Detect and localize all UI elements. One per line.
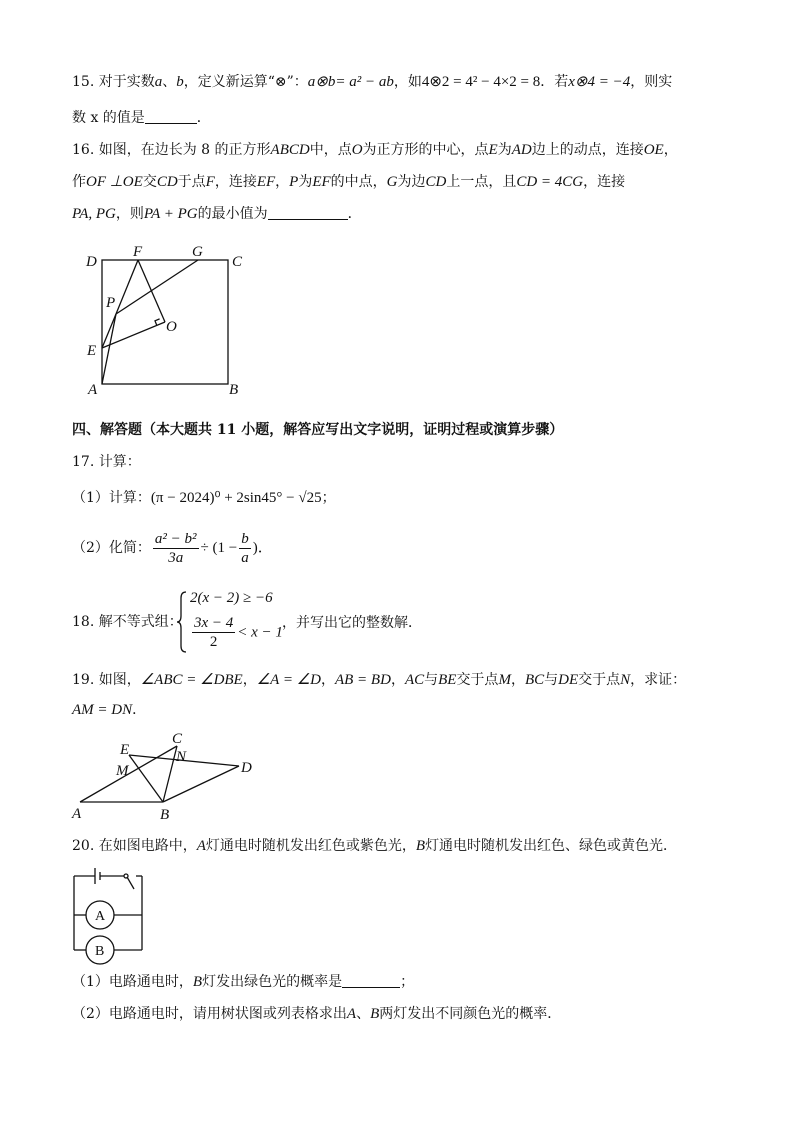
inequality-1: 2(x − 2) ≥ −6 (190, 590, 273, 606)
lamp-a-label: A (95, 909, 106, 924)
label-N: N (176, 749, 187, 765)
label-A: A (72, 806, 82, 822)
label-B: B (229, 382, 239, 398)
label-F: F (133, 244, 143, 260)
segment-be (129, 755, 163, 802)
fraction: $\frac{\text{a² − b²}}{3a}$ (154, 530, 197, 566)
q18-end: ，并写出它的整数解． (282, 615, 422, 631)
q19-line1: 19. 如图，∠ABC = ∠DBE，∠A = ∠D，AB = BD，AC与BE交于点M，BC与DE交于点N，求证： (72, 672, 687, 688)
q16-line2: 作OF ⊥OE交CD于点F，连接EF，P为EF的中点，G为边CD上一点，且CD = 4CG，连接 (72, 174, 626, 190)
segment-bc (163, 746, 177, 802)
label-B: B (160, 807, 170, 822)
system-brace (176, 590, 188, 654)
switch-blade (127, 877, 134, 889)
label-D: D (241, 760, 252, 776)
label-M: M (116, 763, 129, 779)
fraction: $\frac{b}{a}$ (241, 530, 249, 566)
segment-gp (116, 260, 198, 314)
section-title: 四、解答题（本大题共 11 小题，解答应写出文字说明，证明过程或演算步骤） (72, 422, 564, 438)
q18-label: 18. 解不等式组： (72, 614, 183, 630)
q15-line1: 15. 对于实数a、b，定义新运算“⊗”：a⊗b= a² − ab，如4⊗2 = 4² − 4×2 = 8．若x⊗4 = −4，则实 (72, 74, 673, 90)
q20-circuit-figure (64, 864, 154, 968)
label-A: A (88, 382, 98, 398)
label-E: E (120, 742, 130, 758)
q16-square-figure (80, 240, 260, 400)
q19-number: 19. (72, 672, 95, 688)
q20-line1: 20. 在如图电路中，A灯通电时随机发出红色或紫色光，B灯通电时随机发出红色、绿色或黄色光． (72, 838, 678, 854)
answer-blank (145, 109, 197, 124)
q20-part1: （1）电路通电时，B灯发出绿色光的概率是 ； (72, 974, 415, 990)
label-P: P (106, 295, 116, 311)
q16-line3: PA, PG，则PA + PG的最小值为 ． (72, 206, 362, 222)
q20-number: 20. (72, 838, 95, 854)
answer-blank (342, 973, 400, 988)
q17-title: 17. 计算： (72, 454, 141, 470)
label-D: D (86, 254, 97, 270)
answer-blank (268, 205, 348, 220)
label-O: O (166, 319, 177, 335)
label-C: C (172, 731, 183, 747)
segment-bd (163, 766, 239, 802)
segment-pa (102, 314, 116, 384)
q17-part2: （2）化简： $\frac{\text{a² − b²}}{3a}$ ÷ (1 − $\frac{b}{a}$ )． (72, 530, 273, 566)
q19-triangles-figure (66, 730, 266, 822)
label-C: C (232, 254, 243, 270)
q18-number: 18. (72, 614, 95, 630)
segment-fp (116, 260, 138, 314)
q15-line2: 数 x 的值是 ． (72, 110, 211, 126)
fraction: $\frac{3x - 4}{2}$ (194, 615, 234, 650)
q16-number: 16. (72, 142, 95, 158)
q16-line1: 16. 如图，在边长为 8 的正方形ABCD中，点O为正方形的中心，点E为AD边上的动点，连接OE， (72, 142, 678, 158)
q19-line2: AM = DN． (72, 702, 147, 718)
q17-number: 17. (72, 454, 95, 470)
label-E: E (87, 343, 97, 359)
q17-part1: （1）计算：(π − 2024)⁰ + 2sin45° − √25； (72, 490, 336, 506)
inequality-2: $\frac{3x - 4}{2}$ < x − 1 (194, 615, 283, 650)
q20-part2: （2）电路通电时，请用树状图或列表格求出A、B两灯发出不同颜色光的概率． (72, 1006, 562, 1022)
lamp-b-label: B (95, 944, 105, 959)
q15-number: 15. (72, 74, 95, 90)
label-G: G (192, 244, 203, 260)
